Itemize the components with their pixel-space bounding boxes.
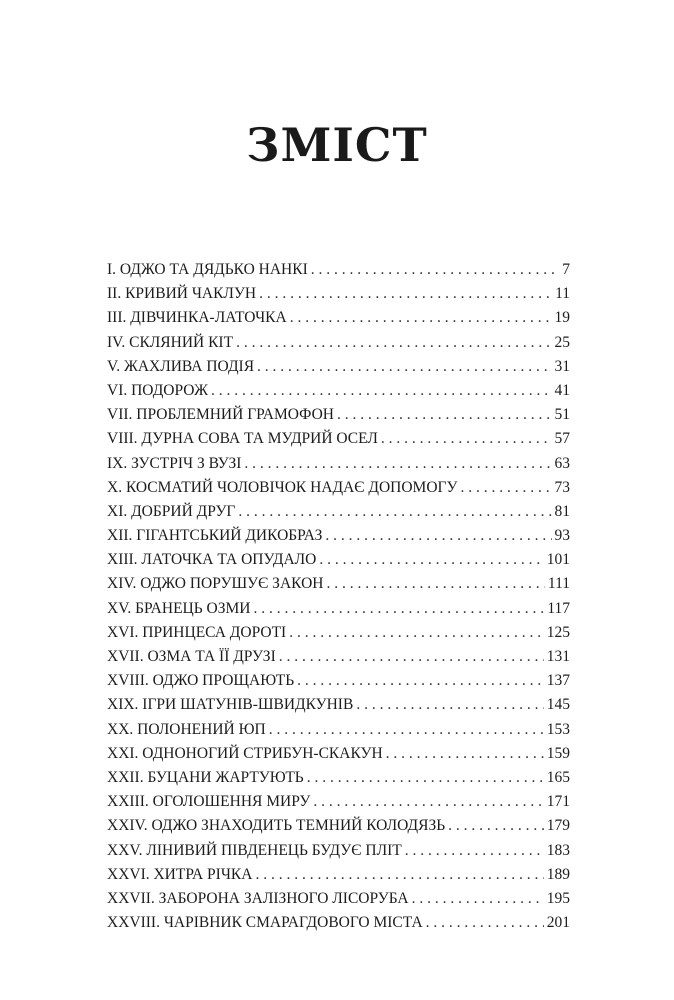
toc-leader-dots — [319, 548, 543, 572]
toc-leader-dots — [325, 524, 551, 548]
toc-entry — [107, 258, 570, 282]
toc-leader-dots — [356, 693, 543, 717]
toc-entry — [107, 403, 570, 427]
toc-entry-page-number: 31 — [554, 357, 570, 375]
toc-leader-dots — [244, 452, 551, 476]
toc-leader-dots — [412, 887, 544, 911]
toc-leader-dots — [259, 282, 552, 306]
toc-entry-page-number: 93 — [554, 527, 570, 545]
toc-entry-page-number: 159 — [546, 744, 570, 762]
toc-entry-page-number: 57 — [554, 430, 570, 448]
toc-entry-page-number: 137 — [546, 672, 570, 690]
toc-entry-label: XX. ПОЛОНЕНИЙ ЮП — [107, 720, 266, 738]
toc-entry — [107, 306, 570, 330]
toc-leader-dots — [211, 379, 552, 403]
toc-entry-page-number: 81 — [554, 502, 570, 520]
toc-entry-label: I. ОДЖО ТА ДЯДЬКО НАНКІ — [107, 261, 308, 278]
toc-entry — [107, 452, 570, 476]
toc-entry-page-number: 195 — [546, 889, 570, 907]
toc-entry-label: XV. БРАНЕЦЬ ОЗМИ — [107, 599, 251, 617]
toc-entry — [107, 669, 570, 693]
toc-entry-label: XXVIII. ЧАРІВНИК СМАРАГДОВОГО МІСТА — [107, 914, 423, 932]
toc-entry — [107, 548, 570, 572]
toc-entry — [107, 572, 570, 596]
toc-leader-dots — [269, 718, 544, 742]
toc-leader-dots — [307, 766, 544, 790]
toc-entry — [107, 621, 570, 645]
toc-leader-dots — [297, 669, 544, 693]
toc-entry — [107, 331, 570, 355]
toc-entry — [107, 814, 570, 838]
toc-entry — [107, 427, 570, 451]
toc-entry-label: XXI. ОДНОНОГИЙ СТРИБУН-СКАКУН — [107, 744, 383, 762]
toc-entry — [107, 645, 570, 669]
toc-leader-dots — [326, 572, 544, 596]
toc-entry-label: VI. ПОДОРОЖ — [107, 381, 208, 399]
toc-entry-page-number: 7 — [562, 261, 570, 278]
toc-entry-label: XXV. ЛІНИВИЙ ПІВДЕНЕЦЬ БУДУЄ ПЛІТ — [107, 841, 402, 859]
toc-entry — [107, 597, 570, 621]
toc-entry — [107, 500, 570, 524]
toc-entry-label: X. КОСМАТИЙ ЧОЛОВІЧОК НАДАЄ ДОПОМОГУ — [107, 478, 458, 496]
toc-entry-page-number: 11 — [555, 285, 570, 303]
toc-entry-label: XII. ГІГАНТСЬКИЙ ДИКОБРАЗ — [107, 527, 323, 545]
toc-entry-label: XXII. БУЦАНИ ЖАРТУЮТЬ — [107, 768, 304, 786]
toc-leader-dots — [289, 621, 544, 645]
toc-entry-label: III. ДІВЧИНКА-ЛАТОЧКА — [107, 309, 287, 327]
toc-leader-dots — [386, 742, 544, 766]
toc-leader-dots — [255, 863, 543, 887]
toc-entry — [107, 355, 570, 379]
page-title: ЗМІСТ — [246, 118, 428, 172]
toc-entry-label: XXVII. ЗАБОРОНА ЗАЛІЗНОГО ЛІСОРУБА — [107, 889, 409, 907]
toc-leader-dots — [405, 839, 544, 863]
toc-entry-page-number: 117 — [547, 599, 570, 617]
toc-entry-label: VIII. ДУРНА СОВА ТА МУДРИЙ ОСЕЛ — [107, 430, 378, 448]
toc-entry-label: VII. ПРОБЛЕМНИЙ ГРАМОФОН — [107, 406, 334, 424]
toc-entry-page-number: 111 — [547, 575, 570, 593]
toc-entry-label: XVII. ОЗМА ТА ЇЇ ДРУЗІ — [107, 648, 276, 665]
toc-entry-page-number: 153 — [546, 720, 570, 738]
toc-leader-dots — [257, 355, 551, 379]
toc-entry-page-number: 131 — [546, 648, 570, 665]
toc-entry — [107, 379, 570, 403]
toc-leader-dots — [426, 911, 544, 935]
toc-entry-label: IX. ЗУСТРІЧ З ВУЗІ — [107, 454, 242, 472]
toc-entry — [107, 742, 570, 766]
toc-entry-label: XVI. ПРИНЦЕСА ДОРОТІ — [107, 623, 287, 641]
toc-leader-dots — [337, 403, 552, 427]
toc-entry-label: XXIV. ОДЖО ЗНАХОДИТЬ ТЕМНИЙ КОЛОДЯЗЬ — [107, 817, 446, 835]
toc-entry — [107, 911, 570, 935]
toc-entry-page-number: 179 — [546, 817, 570, 835]
toc-leader-dots — [313, 790, 543, 814]
toc-entry-page-number: 201 — [546, 914, 570, 932]
toc-entry-label: XXIII. ОГОЛОШЕННЯ МИРУ — [107, 793, 311, 811]
toc-entry — [107, 887, 570, 911]
toc-entry — [107, 693, 570, 717]
toc-entry — [107, 282, 570, 306]
toc-entry — [107, 476, 570, 500]
toc-entry — [107, 524, 570, 548]
toc-entry-page-number: 73 — [554, 478, 570, 496]
toc-leader-dots — [253, 597, 544, 621]
toc-leader-dots — [448, 814, 544, 838]
toc-entry-page-number: 171 — [546, 793, 570, 811]
toc-entry-page-number: 125 — [546, 623, 570, 641]
toc-entry — [107, 863, 570, 887]
toc-entry — [107, 839, 570, 863]
toc-entry — [107, 790, 570, 814]
toc-leader-dots — [279, 645, 544, 669]
toc-entry-page-number: 19 — [554, 309, 570, 327]
toc-entry-page-number: 41 — [554, 381, 570, 399]
toc-leader-dots — [236, 331, 551, 355]
toc-entry-label: XXVI. ХИТРА РІЧКА — [107, 865, 253, 883]
toc-entry-page-number: 145 — [546, 696, 570, 714]
toc-entry-page-number: 101 — [546, 551, 570, 569]
toc-entry-label: XIII. ЛАТОЧКА ТА ОПУДАЛО — [107, 551, 317, 569]
toc-entry-page-number: 165 — [546, 768, 570, 786]
toc-entry-label: II. КРИВИЙ ЧАКЛУН — [107, 285, 257, 303]
toc-entry — [107, 718, 570, 742]
toc-entry-page-number: 63 — [554, 454, 570, 472]
toc-entry-label: IV. СКЛЯНИЙ КІТ — [107, 333, 234, 351]
toc-entry — [107, 766, 570, 790]
toc-entry-page-number: 51 — [554, 406, 570, 424]
toc-entry-label: XI. ДОБРИЙ ДРУГ — [107, 502, 236, 520]
toc-leader-dots — [238, 500, 551, 524]
toc-entry-label: XIX. ІГРИ ШАТУНІВ-ШВИДКУНІВ — [107, 696, 354, 714]
toc-entry-page-number: 25 — [554, 333, 570, 351]
toc-leader-dots — [381, 427, 552, 451]
toc-entry-label: XIV. ОДЖО ПОРУШУЄ ЗАКОН — [107, 575, 324, 593]
toc-entry-page-number: 189 — [546, 865, 570, 883]
toc-leader-dots — [290, 306, 552, 330]
table-of-contents — [107, 258, 570, 935]
toc-leader-dots — [311, 258, 560, 282]
toc-entry-label: V. ЖАХЛИВА ПОДІЯ — [107, 357, 255, 375]
toc-entry-label: XVIII. ОДЖО ПРОЩАЮТЬ — [107, 672, 295, 690]
toc-entry-page-number: 183 — [546, 841, 570, 859]
toc-leader-dots — [460, 476, 551, 500]
